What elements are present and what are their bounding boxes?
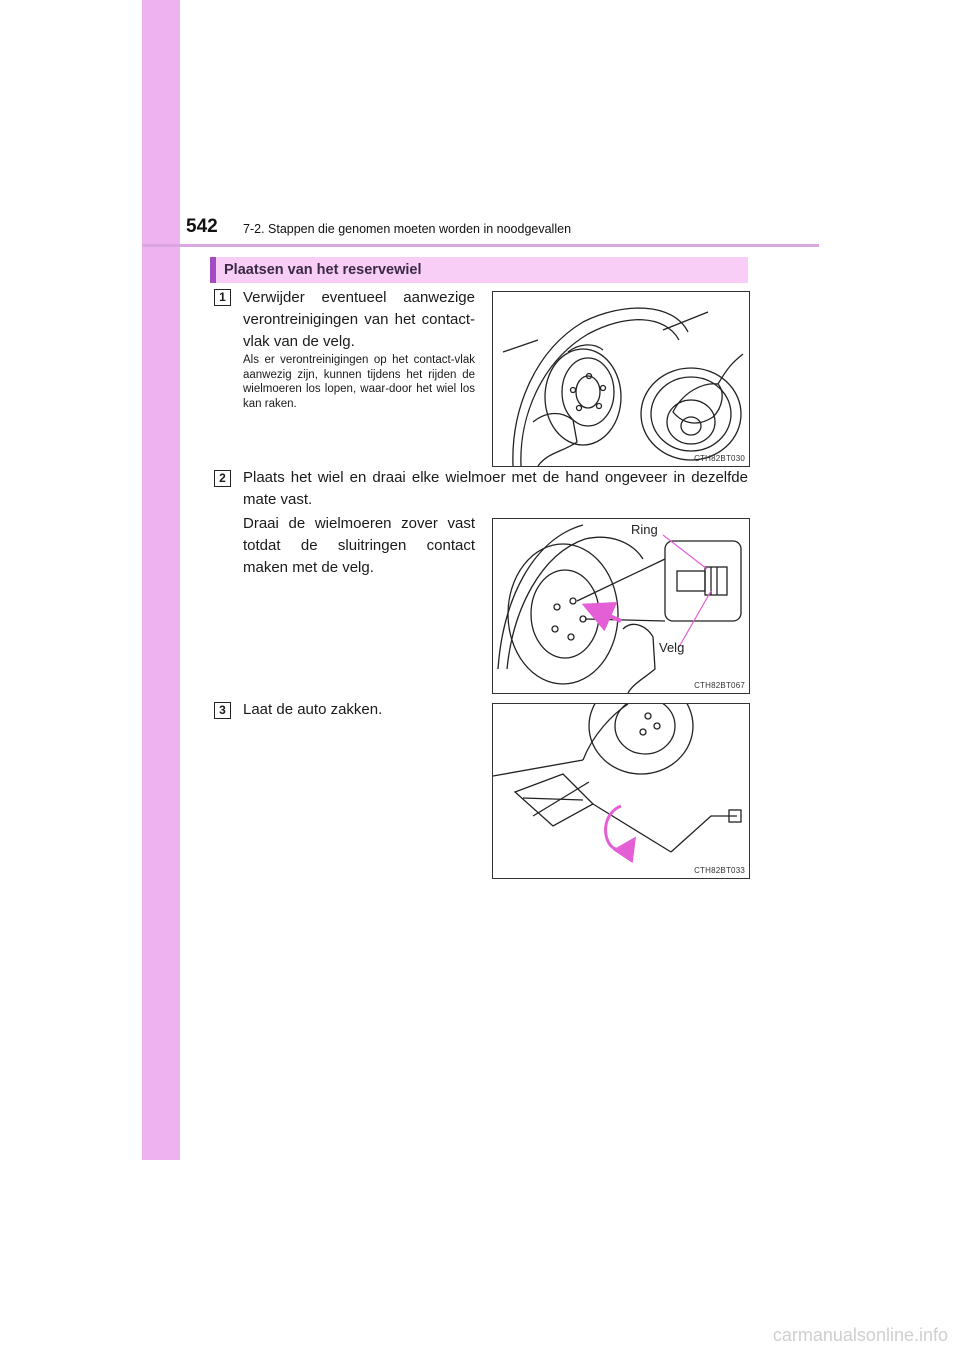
figure-code: CTH82BT033	[694, 866, 745, 875]
header-rule	[142, 244, 819, 247]
figure-code: CTH82BT030	[694, 454, 745, 463]
figure-lower-car	[492, 703, 750, 879]
step-number-3: 3	[214, 702, 231, 719]
illustration-wheel-nut-washer	[493, 519, 749, 693]
step-number-1: 1	[214, 289, 231, 306]
side-band	[142, 0, 180, 1160]
figure-code: CTH82BT067	[694, 681, 745, 690]
step-2-detail: Draai de wielmoeren zover vast totdat de sluitringen contact maken met de velg.	[243, 515, 475, 576]
section-title: Plaatsen van het reservewiel	[224, 262, 422, 278]
watermark: carmanualsonline.info	[772, 1325, 948, 1345]
chapter-title: 7-2. Stappen die genomen moeten worden in noodgevallen	[243, 222, 572, 236]
callout-ring: Ring	[631, 522, 658, 537]
figure-tighten-nuts	[492, 518, 750, 694]
page-number: 542	[186, 216, 218, 237]
illustration-lower-vehicle-jack	[493, 704, 749, 878]
figure-clean-hub	[492, 291, 750, 467]
step-2-text: Plaats het wiel en draai elke wielmoer met de hand ongeveer in dezelfde mate vast.	[243, 469, 748, 508]
step-number-2: 2	[214, 470, 231, 487]
illustration-clean-contact-surface	[493, 292, 749, 466]
step-3-text: Laat de auto zakken.	[243, 701, 383, 718]
step-1-note: Als er verontreinigingen op het contact-vlak aanwezig zijn, kunnen tijdens het rijden de wielmoeren los lopen, waar-door het wiel los kan raken.	[243, 354, 475, 410]
section-bar-accent	[210, 257, 216, 283]
step-1-text: Verwijder eventueel aanwezige verontreinigingen van het contact-vlak van de velg.	[243, 289, 475, 350]
callout-velg: Velg	[659, 640, 685, 655]
